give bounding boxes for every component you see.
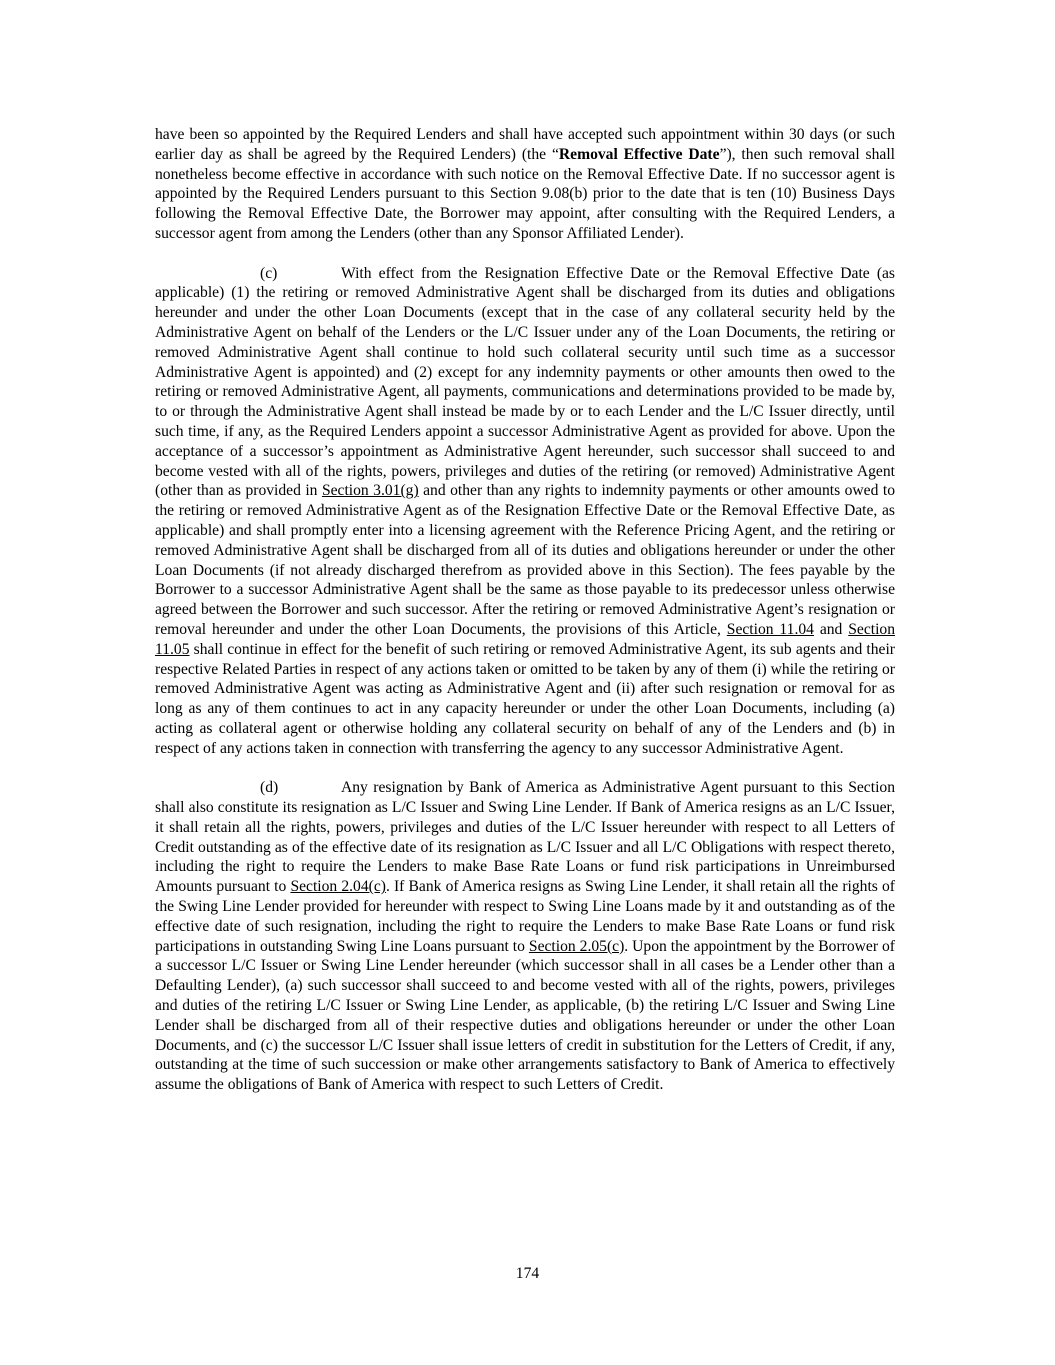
para-b-text-2: ”), then such removal shall nonetheless become effective in accordance with such notice on the Removal Effective Date. If no successor agent is appointed by the Required Lenders pursuant to this Section 9.08(b) prior to the date that is ten (10) Business Days following the Removal Effective Date, the Borrower may appoint, after consulting with the Required Lenders, a successor agent from among the Lenders (other than any Sponsor Affiliated Lender).	[155, 145, 895, 242]
paragraph-d	[155, 778, 895, 1095]
cross-ref-section-11-04: Section 11.04	[726, 620, 814, 638]
para-d-text-2: . If Bank of America resigns as Swing Line Lender, it shall retain all the rights of the Swing Line Lender provided for hereunder with respect to Swing Line Loans made by it and outstanding as of the effective date of such resignation, including the right to require the Lenders to make Base Rate Loans or fund risk participations in outstanding Swing Line Loans pursuant to	[155, 878, 895, 955]
para-d-text-3: . Upon the appointment by the Borrower of a successor L/C Issuer or Swing Line Lender hereunder (which successor shall in all cases be a Lender other than a Defaulting Lender), (a) such successor shall succeed to and become vested with all of the rights, powers, privileges and duties of the retiring L/C Issuer or Swing Line Lender, as applicable, (b) the retiring L/C Issuer and Swing Line Lender shall be discharged from all of their respective duties and obligations hereunder or under the other Loan Documents, and (c) the successor L/C Issuer shall issue letters of credit in substitution for the Letters of Credit, if any, outstanding at the time of such succession or make other arrangements satisfactory to Bank of America to effectively assume the obligations of Bank of America with respect to such Letters of Credit.	[155, 937, 895, 1094]
cross-ref-section-2-04-c: Section 2.04(c)	[290, 878, 386, 896]
paragraph-c	[155, 264, 895, 759]
paragraph-b-continued	[155, 125, 895, 244]
defined-term-removal-effective-date: Removal Effective Date	[558, 145, 720, 163]
cross-ref-section-11-05: Section 11.05	[155, 620, 896, 658]
document-body	[155, 125, 895, 1115]
para-d-label: (d)	[260, 779, 279, 797]
page-number: 174	[515, 1265, 540, 1282]
para-d-text-1: Any resignation by Bank of America as Administrative Agent pursuant to this Section shall also constitute its resignation as L/C Issuer and Swing Line Lender. If Bank of America resigns as an L/C Issuer, it shall retain all the rights, powers, privileges and duties of the L/C Issuer hereunder with respect to all Letters of Credit outstanding as of the effective date of its resignation as L/C Issuer and all L/C Obligations with respect thereto, including the right to require the Lenders to make Base Rate Loans or fund risk participations in Unreimbursed Amounts pursuant to	[155, 779, 895, 896]
para-c-text-1: With effect from the Resignation Effective Date or the Removal Effective Date (as applicable) (1) the retiring or removed Administrative Agent shall be discharged from its duties and obligations hereunder and under the other Loan Documents (except that in the case of any collateral security held by the Administrative Agent on behalf of the Lenders or the L/C Issuer under any of the Loan Documents, the retiring or removed Administrative Agent shall continue to hold such collateral security until such time as a successor Administrative Agent is appointed) and (2) except for any indemnity payments or other amounts then owed to the retiring or removed Administrative Agent, all payments, communications and determinations provided to be made by, to or through the Administrative Agent shall instead be made by or to each Lender and the L/C Issuer directly, until such time, if any, as the Required Lenders appoint a successor Administrative Agent as provided for above. Upon the acceptance of a successor’s appointment as Administrative Agent hereunder, such successor shall succeed to and become vested with all of the rights, powers, privileges and duties of the retiring (or removed) Administrative Agent (other than as provided in	[155, 264, 895, 500]
para-b-text-1: have been so appointed by the Required Lenders and shall have accepted such appointment within 30 days (or such earlier day as shall be agreed by the Required Lenders) (the “	[155, 126, 895, 163]
cross-ref-section-3-01-g: Section 3.01(g)	[321, 482, 419, 500]
para-c-text-4: shall continue in effect for the benefit of such retiring or removed Administrative Agent, its sub agents and their respective Related Parties in respect of any actions taken or omitted to be taken by any of them (i) while the retiring or removed Administrative Agent was acting as Administrative Agent and (ii) after such resignation or removal for as long as any of them continues to act in any capacity hereunder or under the other Loan Documents, including (a) acting as collateral agent or otherwise holding any collateral security on behalf of any of the Lenders and (b) in respect of any actions taken in connection with transferring the agency to any successor Administrative Agent.	[155, 640, 895, 757]
para-c-label: (c)	[260, 264, 278, 282]
cross-ref-section-2-05-c: Section 2.05(c)	[528, 937, 625, 955]
para-c-text-3: and	[813, 620, 849, 638]
para-c-text-2: and other than any rights to indemnity payments or other amounts owed to the retiring or removed Administrative Agent as of the Resignation Effective Date or the Removal Effective Date, as applicable) and shall promptly enter into a licensing agreement with the Reference Pricing Agent, and the retiring or removed Administrative Agent shall be discharged from all of its duties and obligations hereunder or under the other Loan Documents (if not already discharged therefrom as provided above in this Section). The fees payable by the Borrower to a successor Administrative Agent shall be the same as those payable to its predecessor unless otherwise agreed between the Borrower and such successor. After the retiring or removed Administrative Agent’s resignation or removal hereunder and under the other Loan Documents, the provisions of this Article,	[155, 482, 895, 638]
